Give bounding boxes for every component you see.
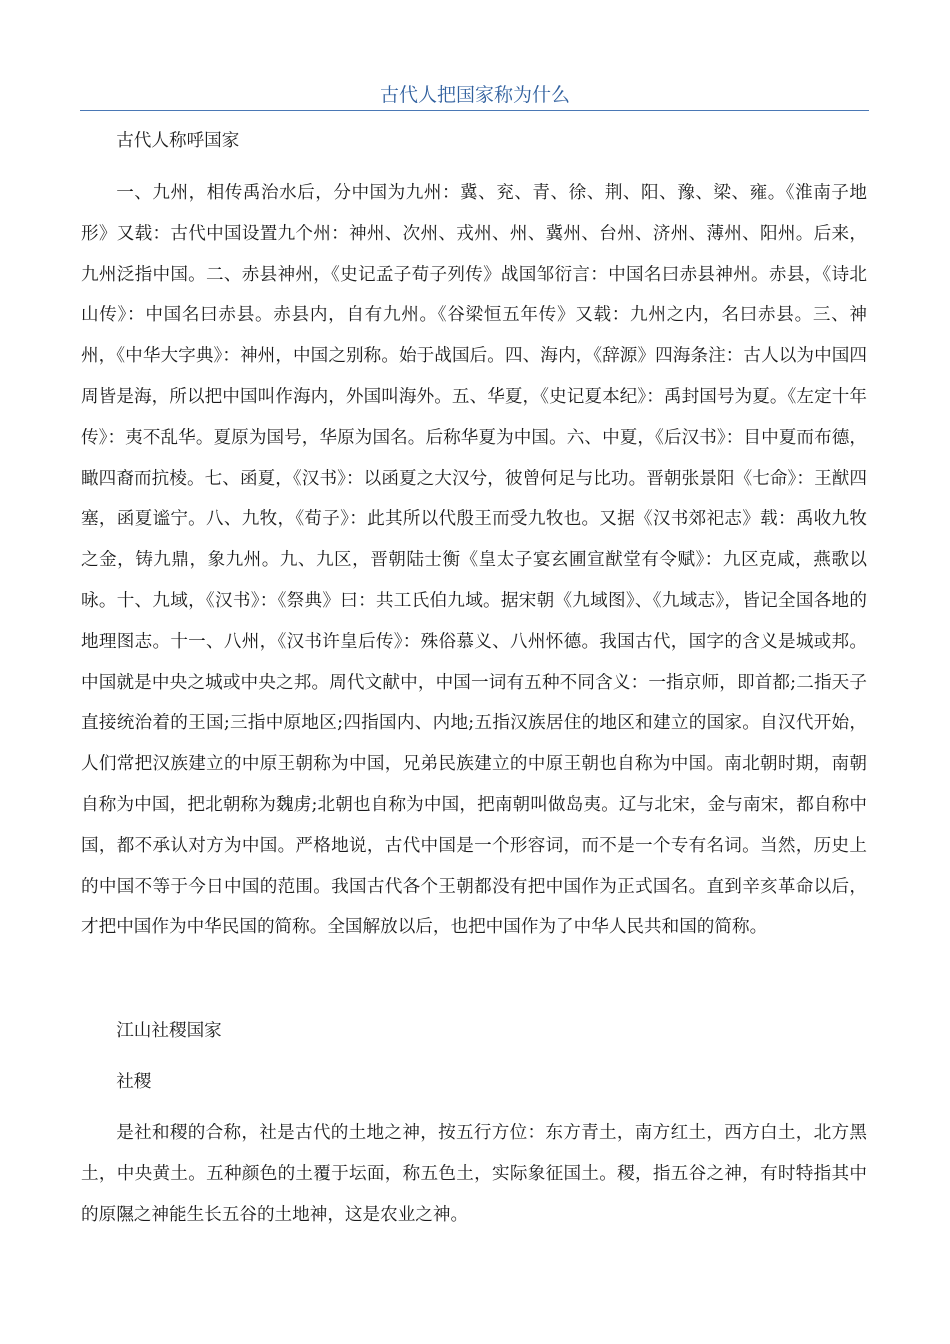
document-title: 古代人把国家称为什么: [379, 84, 570, 106]
body-paragraph-names-of-china: 一、九州，相传禹治水后，分中国为九州：冀、兖、青、徐、荆、阳、豫、梁、雍。《淮南子地形》又载：古代中国设置九个州：神州、次州、戎州、州、冀州、台州、济州、薄州、阳州。后来，九州泛指中国。二、赤县神州，《史记孟子荀子列传》战国邹衍言：中国名曰赤县神州。赤县，《诗北山传》：中国名曰赤县。赤县内，自有九州。《谷梁恒五年传》又载：九州之内，名曰赤县。三、神州，《中华大字典》：神州，中国之别称。始于战国后。四、海内，《辞源》四海条注：古人以为中国四周皆是海，所以把中国叫作海内，外国叫海外。五、华夏，《史记夏本纪》：禹封国号为夏。《左定十年传》：夷不乱华。夏原为国号，华原为国名。后称华夏为中国。六、中夏，《后汉书》：目中夏而布德，瞰四裔而抗棱。七、函夏，《汉书》：以函夏之大汉兮，彼曾何足与比功。晋朝张景阳《七命》：王猷四塞，函夏谧宁。八、九牧，《荀子》：此其所以代殷王而受九牧也。又据《汉书郊祀志》载：禹收九牧之金，铸九鼎，象九州。九、九区，晋朝陆士衡《皇太子宴玄圃宣猷堂有令赋》：九区克咸，燕歌以咏。十、九域，《汉书》：《祭典》曰：共工氏伯九域。据宋朝《九域图》、《九域志》，皆记全国各地的地理图志。十一、八州，《汉书许皇后传》：殊俗慕义、八州怀德。我国古代，国字的含义是城或邦。中国就是中央之城或中央之邦。周代文献中，中国一词有五种不同含义：一指京师，即首都;二指天子直接统治着的王国;三指中原地区;四指国内、内地;五指汉族居住的地区和建立的国家。自汉代开始，人们常把汉族建立的中原王朝称为中国，兄弟民族建立的中原王朝也自称为中国。南北朝时期，南朝自称为中国，把北朝称为魏虏;北朝也自称为中国，把南朝叫做岛夷。辽与北宋，金与南宋，都自称中国，都不承认对方为中国。严格地说，古代中国是一个形容词，而不是一个专有名词。当然，历史上的中国不等于今日中国的范围。我国古代各个王朝都没有把中国作为正式国名。直到辛亥革命以后，才把中国作为中华民国的简称。全国解放以后，也把中国作为了中华人民共和国的简称。: [81, 183, 867, 938]
title-underline: [80, 110, 869, 111]
section-heading-jiangshan-sheji: 江山社稷国家: [116, 1021, 222, 1041]
body-paragraph-sheji: 是社和稷的合称，社是古代的土地之神，按五行方位：东方青土，南方红土，西方白土，北方黑土，中央黄土。五种颜色的土覆于坛面，称五色土，实际象征国土。稷，指五谷之神，有时特指其中的原隰之神能生长五谷的土地神，这是农业之神。: [81, 1123, 867, 1225]
section-heading-sheji: 社稷: [116, 1072, 152, 1092]
section-heading-ancient-names: 古代人称呼国家: [116, 131, 240, 151]
